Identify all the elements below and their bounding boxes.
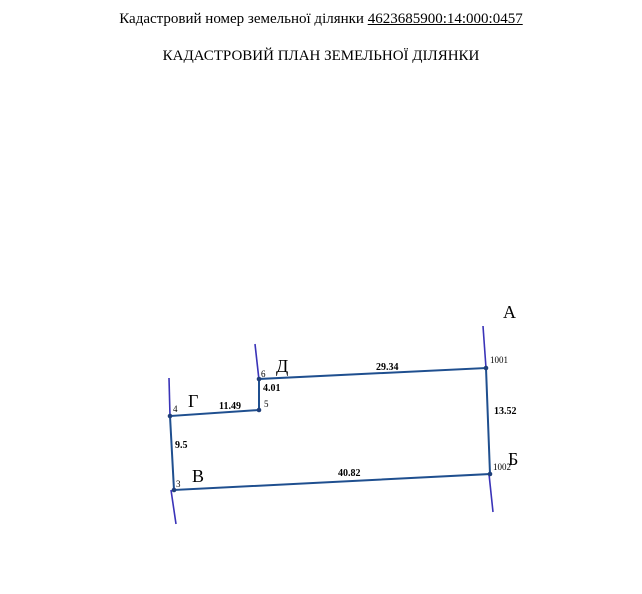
cadastral-number-value: 4623685900:14:000:0457	[367, 11, 523, 27]
corner-letter-g: Г	[188, 391, 199, 411]
corner-letter-a: А	[503, 302, 516, 322]
point-number-3: 3	[176, 479, 181, 489]
tick-v	[171, 490, 176, 524]
vertex-1002	[488, 472, 493, 477]
point-number-5: 5	[264, 399, 269, 409]
cadastral-number-label: Кадастровий номер земельної ділянки	[119, 11, 364, 27]
tick-a	[483, 326, 486, 368]
point-number-1001: 1001	[490, 355, 508, 365]
corner-letter-b: Б	[508, 449, 519, 469]
length-top: 29.34	[376, 362, 399, 373]
length-step-horizontal: 11.49	[219, 401, 241, 412]
corner-letter-d: Д	[276, 356, 289, 376]
point-number-1002: 1002	[493, 462, 511, 472]
length-step-vertical: 4.01	[263, 383, 281, 394]
length-right: 13.52	[494, 406, 517, 417]
length-left: 9.5	[175, 440, 188, 451]
parcel-boundary	[170, 368, 490, 490]
point-number-6: 6	[261, 369, 266, 379]
vertex-4	[168, 414, 173, 419]
corner-letter-v: В	[192, 466, 205, 486]
tick-b	[489, 474, 493, 512]
tick-g	[169, 378, 170, 416]
vertex-5	[257, 408, 262, 413]
point-number-4: 4	[173, 404, 178, 414]
vertex-1001	[484, 366, 489, 371]
length-bottom: 40.82	[338, 468, 361, 479]
plan-title: КАДАСТРОВИЙ ПЛАН ЗЕМЕЛЬНОЇ ДІЛЯНКИ	[162, 48, 480, 64]
tick-d	[255, 344, 259, 380]
